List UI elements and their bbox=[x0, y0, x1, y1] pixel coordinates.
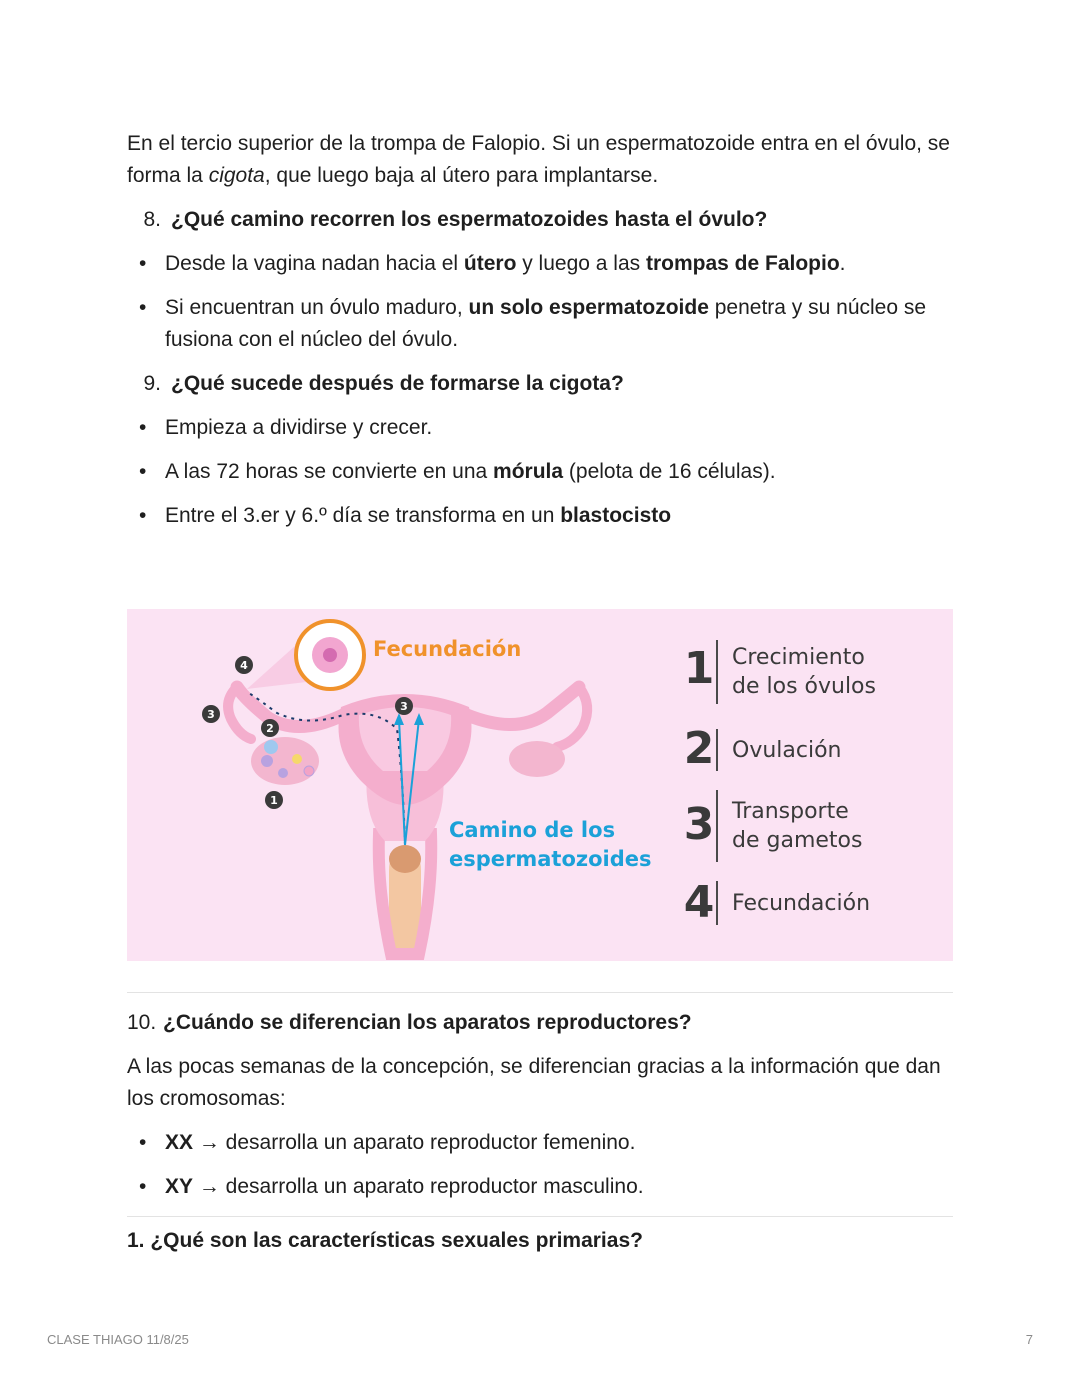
main-content bbox=[127, 128, 953, 532]
question-number: 9. bbox=[143, 372, 161, 395]
svg-text:4: 4 bbox=[240, 659, 248, 672]
list-item: • XY → desarrolla un aparato reproductor masculino. bbox=[127, 1171, 953, 1203]
marker-4 bbox=[235, 656, 253, 674]
q9-list bbox=[127, 412, 953, 532]
legend-divider bbox=[716, 790, 718, 862]
intro-paragraph: En el tercio superior de la trompa de Falopio. Si un espermatozoide entra en el óvulo, se forma la cigota, que luego baja al útero para implantarse. bbox=[127, 132, 950, 187]
sperm-path-label: Camino de los espermatozoides bbox=[449, 818, 652, 871]
legend-number: 3 bbox=[683, 799, 715, 850]
divider bbox=[127, 1216, 953, 1217]
question-text: ¿Qué sucede después de formarse la cigota? bbox=[171, 372, 624, 395]
list-item: • A las 72 horas se convierte en una mórula (pelota de 16 células). bbox=[127, 456, 953, 488]
list-item: • Entre el 3.er y 6.º día se transforma en un blastocisto bbox=[127, 500, 953, 532]
list-item: • Si encuentran un óvulo maduro, un solo espermatozoide penetra y su núcleo se fusiona con el núcleo del óvulo. bbox=[127, 292, 953, 356]
section-question-10 bbox=[127, 1007, 953, 1203]
fertilization-figure bbox=[127, 609, 953, 961]
marker-1 bbox=[265, 791, 283, 809]
legend-text: Transporte de gametos bbox=[732, 799, 863, 853]
list-item: • Desde la vagina nadan hacia el útero y luego a las trompas de Falopio. bbox=[127, 248, 953, 280]
legend-number: 4 bbox=[683, 877, 715, 928]
page-number: 7 bbox=[1025, 1332, 1033, 1347]
left-fallopian-tube bbox=[237, 687, 343, 727]
footer-left: CLASE THIAGO 11/8/25 bbox=[47, 1332, 189, 1347]
follicle bbox=[292, 754, 302, 764]
svg-text:2: 2 bbox=[266, 722, 274, 735]
list-item: • XX → desarrolla un aparato reproductor femenino. bbox=[127, 1127, 953, 1159]
legend-divider bbox=[716, 729, 718, 771]
egg-nucleus bbox=[323, 648, 337, 662]
question-text: ¿Cuándo se diferencian los aparatos reproductores? bbox=[163, 1011, 692, 1034]
ovulated-egg bbox=[264, 740, 278, 754]
glans-shape bbox=[389, 845, 421, 873]
q8-list bbox=[127, 248, 953, 356]
svg-text:3: 3 bbox=[207, 708, 215, 721]
legend-text: Fecundación bbox=[732, 891, 871, 916]
question-10 bbox=[127, 1007, 953, 1039]
q10-paragraph: A las pocas semanas de la concepción, se diferencian gracias a la información que dan los cromosomas: bbox=[127, 1055, 941, 1110]
reproductive-system-illustration bbox=[127, 609, 667, 961]
legend-divider bbox=[716, 640, 718, 704]
legend-number: 2 bbox=[683, 723, 715, 774]
question-primary-characteristics: 1. ¿Qué son las características sexuales primarias? bbox=[127, 1229, 643, 1252]
follicle bbox=[261, 755, 273, 767]
svg-text:1: 1 bbox=[270, 794, 278, 807]
right-ovary bbox=[509, 741, 565, 777]
marker-3-uterus bbox=[395, 697, 413, 715]
svg-text:3: 3 bbox=[400, 700, 408, 713]
legend-divider bbox=[716, 881, 718, 925]
fecundacion-label: Fecundación bbox=[373, 637, 522, 661]
legend-text: Ovulación bbox=[732, 738, 842, 763]
follicle bbox=[304, 766, 314, 776]
question-number: 10. bbox=[127, 1011, 157, 1034]
question-9 bbox=[123, 368, 953, 400]
divider bbox=[127, 992, 953, 993]
question-8 bbox=[123, 204, 953, 236]
list-item: • Empieza a dividirse y crecer. bbox=[127, 412, 953, 444]
q10-list bbox=[127, 1127, 953, 1203]
legend-number: 1 bbox=[683, 643, 715, 694]
right-fallopian-tube bbox=[467, 687, 579, 725]
question-number: 8. bbox=[143, 208, 161, 231]
question-text: ¿Qué camino recorren los espermatozoides hasta el óvulo? bbox=[171, 208, 768, 231]
follicle bbox=[278, 768, 288, 778]
marker-3 bbox=[202, 705, 220, 723]
legend-text: Crecimiento de los óvulos bbox=[732, 645, 876, 699]
marker-2 bbox=[261, 719, 279, 737]
